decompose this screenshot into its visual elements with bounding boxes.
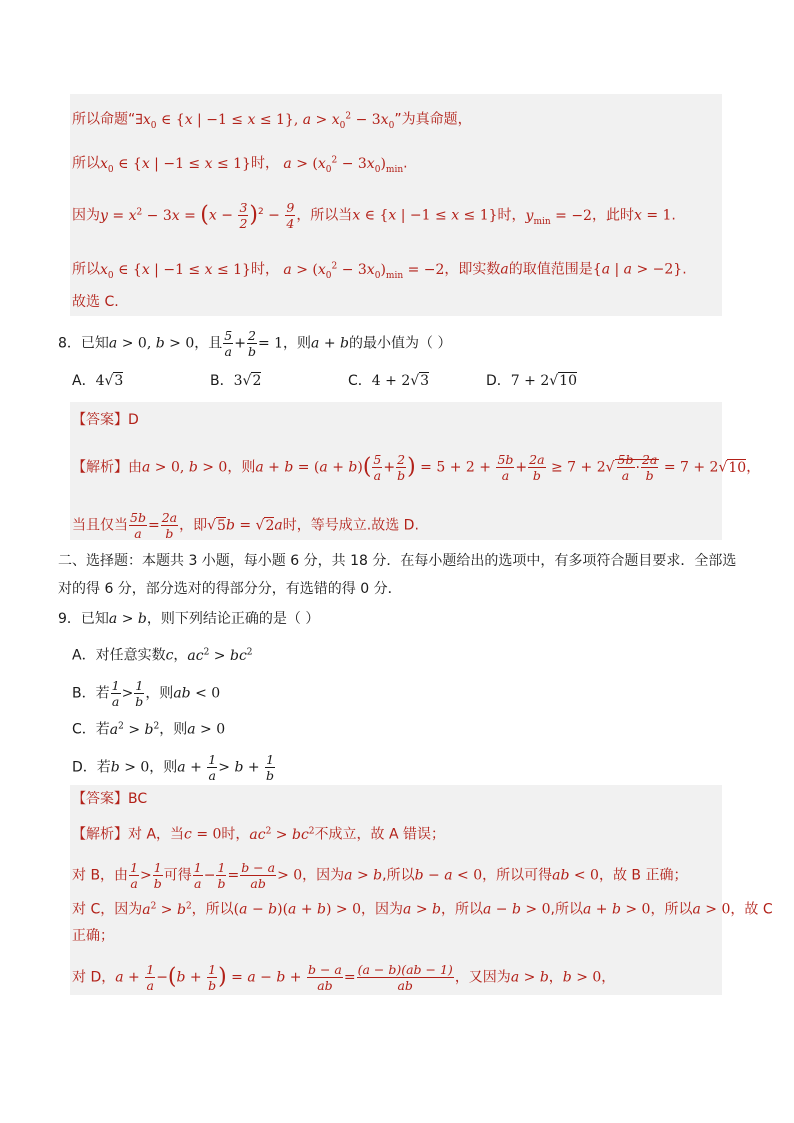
q8-option-c: C．4 + 2√3 [348,373,430,389]
section-2-heading-cont: 对的得 6 分，部分选对的得部分分，有选错的得 0 分． [58,581,402,597]
question-9: 9．已知a > b，则下列结论正确的是（ ） [58,611,320,627]
analysis-9-line-5: 对 D，a + $\frac{1}{a}$ −(b + $\frac{1}{b}$ ) = a − b + $\frac{b - a}{ab}$ = $\frac{(a - b)(ab - 1)}{ab}$ ，又因为a > b，b > 0， [72,962,616,993]
solution-line-1: 所以命题“$\exists x_0$ ∈ {x | −1 ≤ x ≤ 1}, $a > x_0^2 - 3x_0$”为真命题， [72,111,472,131]
q9-option-c: C．若$a^2 > b^2$，则a > 0 [72,721,226,738]
analysis-8: 【解析】由a > 0, b > 0，则a + b = (a + b)( $\frac{5}{a}$ + $\frac{2}{b}$ ) = 5 + 2 + $\frac{5b}{a}$ + $\frac{2a}{b}$ ≥ 7 + 2√ $\frac{5b}{a}$ · $\frac{2a}{b}$ = 7 + 2√10， [72,452,761,483]
q9-option-d: D．若b > 0，则a + $\frac{1}{a}$ > b + $\frac{1}{b}$ [72,752,275,783]
answer-9: 【答案】BC [72,791,148,807]
section-2-heading: 二、选择题：本题共 3 小题，每小题 6 分，共 18 分．在每小题给出的选项中，有多项符合题目要求．全部选 [58,553,737,569]
solution-line-2: 所以$x_0$ ∈ {x | −1 ≤ x ≤ 1}时， $a > (x_0^2 - 3x_0)_{min}$. [72,155,408,175]
analysis-9-line-3: 对 C，因为$a^2 > b^2$，所以(a − b)(a + b) > 0，因为a > b，所以a − b > 0,所以a + b > 0，所以a > 0，故 C [72,901,773,918]
analysis-9-line-1: 【解析】对 A，当c = 0时，$ac^2 > bc^2$不成立，故 A 错误； [72,826,446,843]
q8-option-a: A．4√3 [72,373,124,389]
equality-condition-8: 当且仅当 $\frac{5b}{a}$ = $\frac{2a}{b}$ ，即√5b = √2a时，等号成立.故选 D. [72,510,419,541]
solution-line-4: 所以$x_0$ ∈ {x | −1 ≤ x ≤ 1}时， $a > (x_0^2 - 3x_0)_{min} = -2$，即实数a的取值范围是{a | a > −2}. [72,261,687,281]
q9-option-b: B．若 $\frac{1}{a}$ > $\frac{1}{b}$ ，则ab < 0 [72,678,221,709]
analysis-9-line-4: 正确； [72,928,114,944]
question-8: 8．已知a > 0, b > 0，且 $\frac{5}{a}$ + $\frac{2}{b}$ = 1，则a + b的最小值为（ ） [58,328,452,359]
q8-option-b: B．3√2 [210,373,262,389]
solution-line-3: 因为$y = x^2 - 3x = (x$ − $\frac{3}{2}$ )$^2$ − $\frac{9}{4}$ ，所以当x ∈ {x | −1 ≤ x ≤ 1}时，$y_{min} = -2$，此时x = 1. [72,200,676,231]
answer-8: 【答案】D [72,412,139,428]
analysis-9-line-2: 对 B，由 $\frac{1}{a}$ > $\frac{1}{b}$ 可得 $\frac{1}{a}$ − $\frac{1}{b}$ = $\frac{b - a}{ab}$ > 0，因为a > b,所以b − a < 0，所以可得ab < 0，故 B 正确； [72,860,688,891]
q8-option-d: D．7 + 2√10 [486,373,577,389]
q9-option-a: A．对任意实数c，$ac^2 > bc^2$ [72,647,253,664]
solution-line-5: 故选 C. [72,294,119,310]
